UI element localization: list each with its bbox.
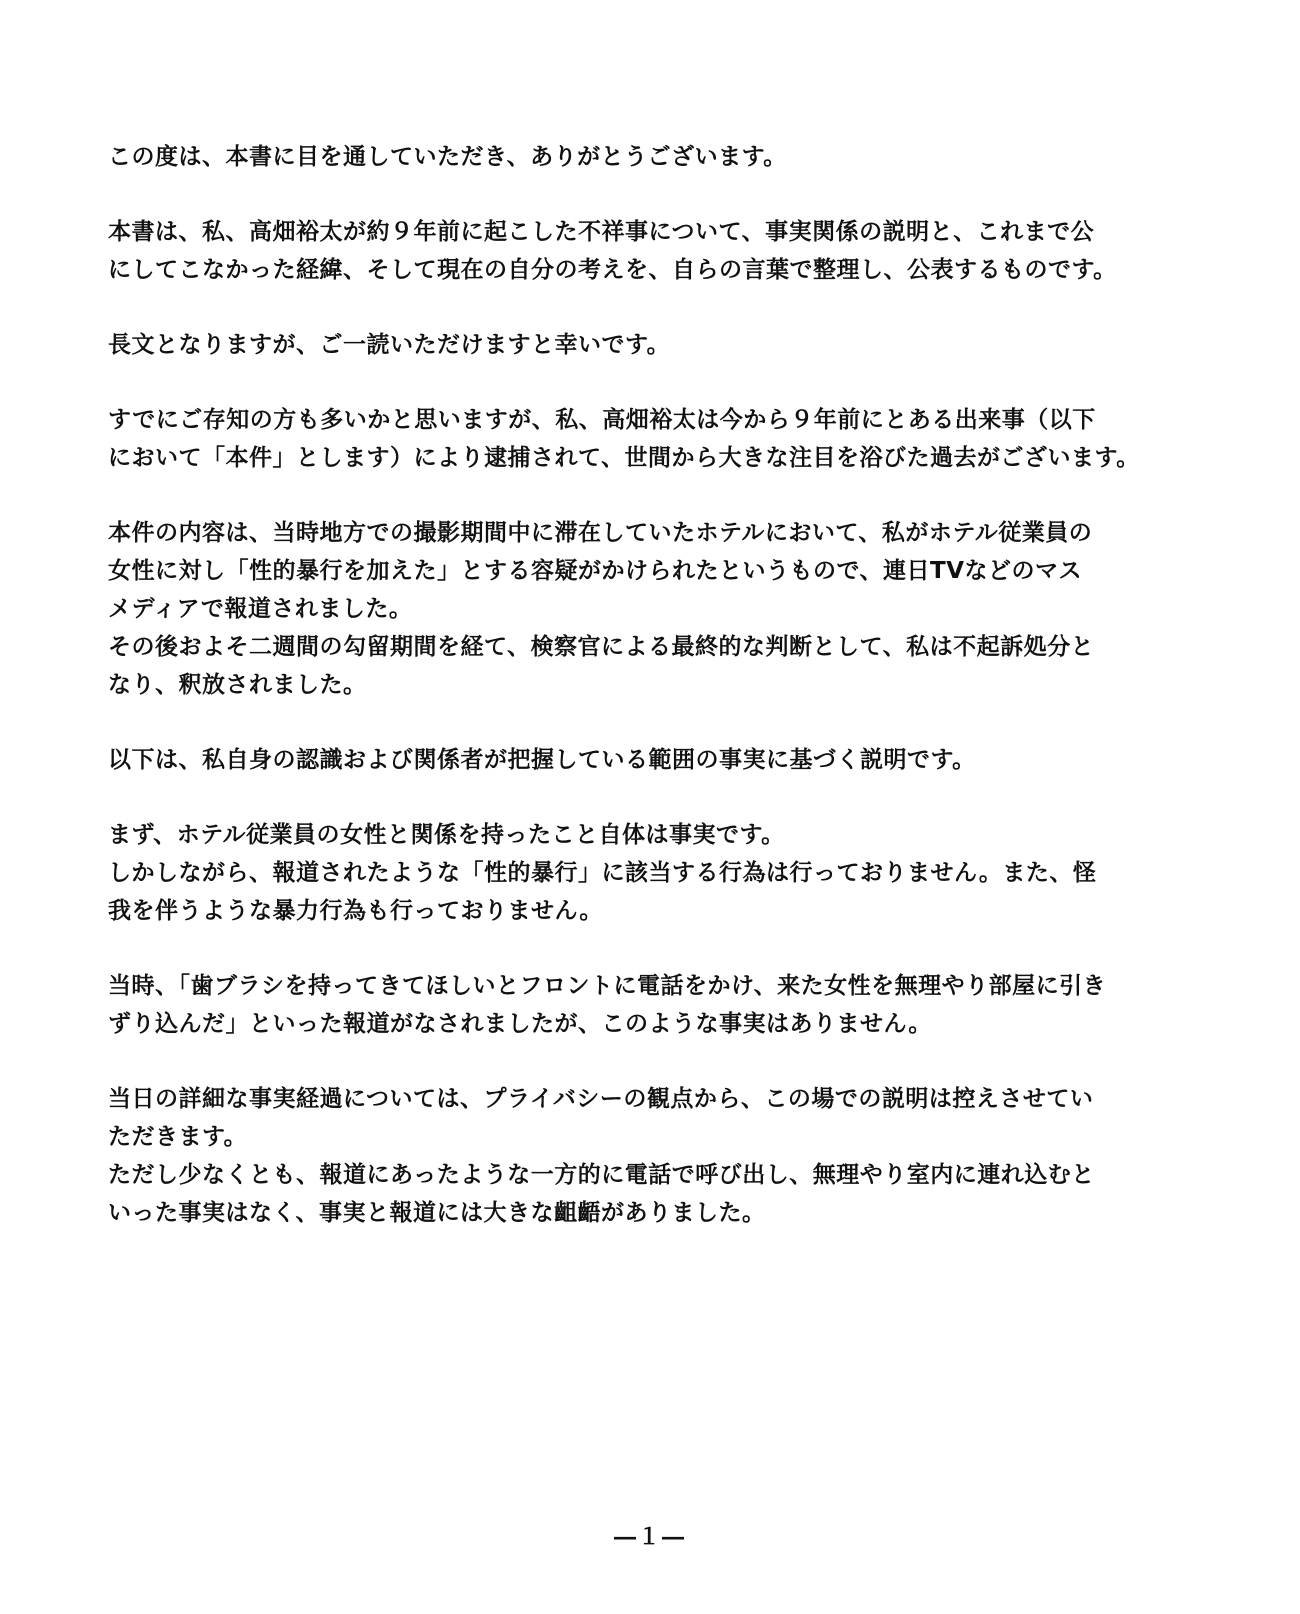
text-line: いった事実はなく、事実と報道には大きな齟齬がありました。 <box>108 1200 766 1226</box>
text-line: 長文となりますが、ご一読いただけますと幸いです。 <box>108 332 671 358</box>
text-line: この度は、本書に目を通していただき、ありがとうございます。 <box>108 144 787 170</box>
text-line: その後およそ二週間の勾留期間を経て、検察官による最終的な判断として、私は不起訴処分と <box>108 634 1095 660</box>
paragraph-facts <box>108 816 1198 930</box>
paragraph-reports <box>108 967 1198 1043</box>
paragraph-case-summary <box>108 514 1198 704</box>
document-body <box>108 138 1198 1269</box>
text-line: にしてこなかった経緯、そして現在の自分の考えを、自らの言葉で整理し、公表するものです。 <box>108 257 1117 283</box>
text-line: まず、ホテル従業員の女性と関係を持ったこと自体は事実です。 <box>108 822 785 848</box>
paragraph-intro-explanation <box>108 741 1198 779</box>
page-number: ―１― <box>613 1524 686 1550</box>
text-line: 本件の内容は、当時地方での撮影期間中に滞在していたホテルにおいて、私がホテル従業員の <box>108 520 1093 546</box>
text-line: すでにご存知の方も多いかと思いますが、私、高畑裕太は今から９年前にとある出来事（以下 <box>108 407 1096 433</box>
text-line: ただし少なくとも、報道にあったような一方的に電話で呼び出し、無理やり室内に連れ込むと <box>108 1162 1095 1188</box>
text-line: 当時、「歯ブラシを持ってきてほしいとフロントに電話をかけ、来た女性を無理やり部屋に引き <box>108 973 1107 999</box>
text-line: 我を伴うような暴力行為も行っておりません。 <box>108 898 603 924</box>
paragraph-purpose <box>108 213 1198 289</box>
text-line: ずり込んだ」といった報道がなされましたが、このような事実はありません。 <box>108 1011 932 1037</box>
text-line: 当日の詳細な事実経過については、プライバシーの観点から、この場での説明は控えさせてい <box>108 1086 1094 1112</box>
text-line: メディアで報道されました。 <box>108 596 413 622</box>
paragraph-details <box>108 1080 1198 1232</box>
paragraph-greeting <box>108 138 1198 176</box>
text-line: ただきます。 <box>108 1124 248 1150</box>
paragraph-request <box>108 326 1198 364</box>
text-line: なり、釈放されました。 <box>108 672 367 698</box>
paragraph-background <box>108 401 1198 477</box>
text-line: 本書は、私、高畑裕太が約９年前に起こした不祥事について、事実関係の説明と、これまで公 <box>108 219 1095 245</box>
text-line: 以下は、私自身の認識および関係者が把握している範囲の事実に基づく説明です。 <box>108 747 976 773</box>
text-line: 女性に対し「性的暴行を加えた」とする容疑がかけられたというもので、連日TVなどのマス <box>108 558 1083 584</box>
text-line: において「本件」とします）により逮捕されて、世間から大きな注目を浴びた過去がございます。 <box>108 445 1140 471</box>
text-line: しかしながら、報道されたような「性的暴行」に該当する行為は行っておりません。また、怪 <box>108 860 1097 886</box>
